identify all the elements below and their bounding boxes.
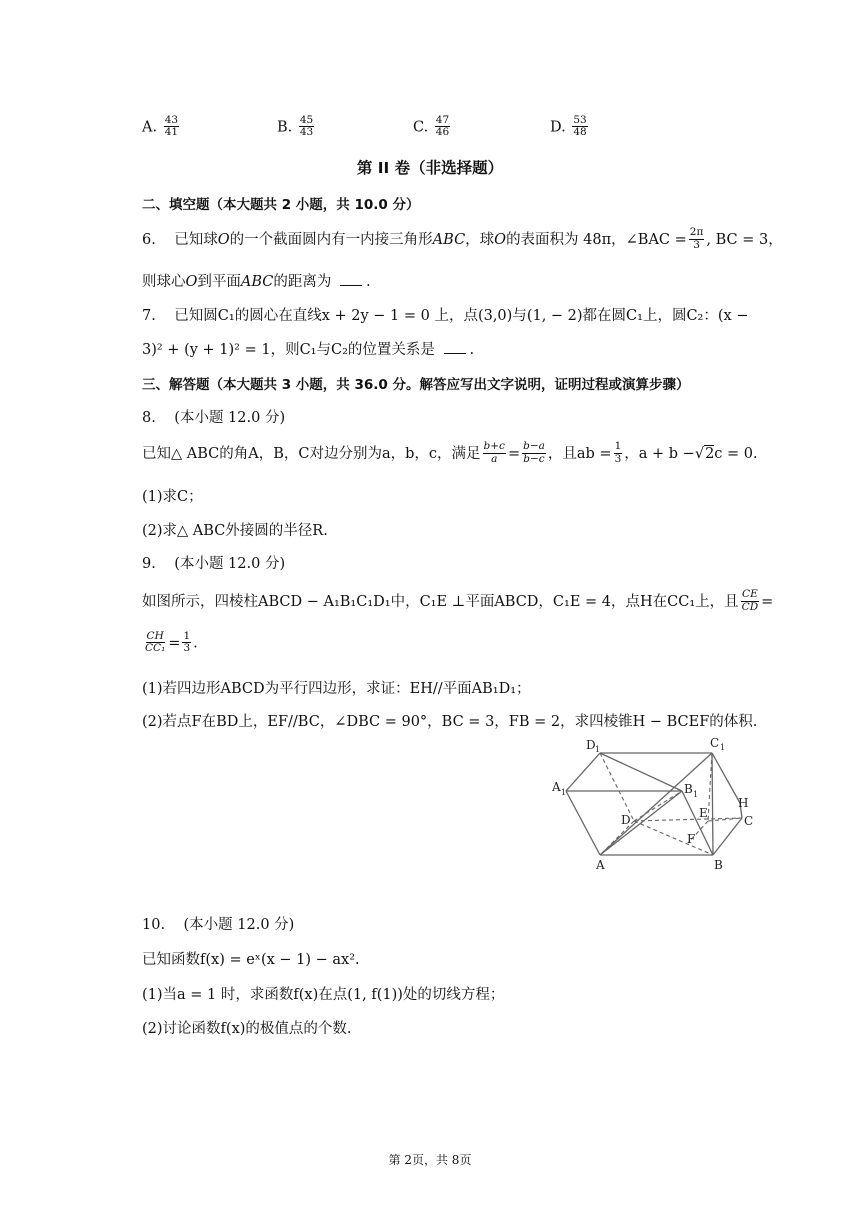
text: = xyxy=(507,446,521,462)
option-label: A. xyxy=(142,119,158,136)
text: = xyxy=(168,635,181,652)
text: ，且ab = xyxy=(547,446,612,462)
part2-title: 第 II 卷（非选择题） xyxy=(356,159,504,177)
question-8-sub1: (1)求C； xyxy=(142,489,203,505)
fraction: $\frac{1}{3}$ xyxy=(183,630,191,655)
page-footer: 第 2页，共 8页 xyxy=(388,1153,472,1167)
option-fraction: $\frac{43}{41}$ xyxy=(164,114,179,139)
prism-figure xyxy=(548,733,766,871)
option-a xyxy=(142,116,181,139)
fraction: $\frac{b+c}{a}$ xyxy=(483,440,505,465)
label-sub: 1 xyxy=(693,790,699,799)
label-sub: 1 xyxy=(561,788,567,797)
fraction: $\frac{b-a}{b-c}$ xyxy=(523,440,545,465)
question-10-header xyxy=(142,913,294,934)
question-number: 10. xyxy=(142,917,166,933)
question-7-line1 xyxy=(142,304,748,325)
question-9-sub1: (1)若四边形ABCD为平行四边形，求证：EH//平面AB₁D₁； xyxy=(142,681,531,697)
label-H: H xyxy=(738,796,749,810)
label-sub: 1 xyxy=(595,745,601,754)
label-C1: C xyxy=(710,736,720,750)
question-number: 7. xyxy=(142,308,156,324)
option-fraction: $\frac{53}{48}$ xyxy=(573,114,587,139)
question-10-sub2: (2)讨论函数f(x)的极值点的个数. xyxy=(142,1021,352,1037)
fraction: $\frac{1}{3}$ xyxy=(614,440,622,465)
text: , BC = 3， xyxy=(706,232,783,248)
label-D: D xyxy=(621,813,631,827)
label-sub: 1 xyxy=(720,743,726,752)
text: 的距离为 xyxy=(273,274,332,290)
label-D1: D xyxy=(586,738,596,752)
question-10-sub1: (1)当a = 1 时，求函数f(x)在点(1, f(1))处的切线方程； xyxy=(142,987,505,1003)
question-score: (本小题 12.0 分) xyxy=(174,410,286,426)
question-9-stem-line1 xyxy=(142,590,773,614)
label-B1: B xyxy=(684,782,693,796)
question-score: (本小题 12.0 分) xyxy=(174,556,286,572)
option-fraction: $\frac{47}{46}$ xyxy=(435,114,450,139)
label-A: A xyxy=(596,858,605,871)
text: . xyxy=(469,342,475,358)
option-d xyxy=(550,116,590,139)
math: O xyxy=(217,232,230,248)
question-9-header xyxy=(142,552,285,573)
text: . xyxy=(366,274,371,290)
question-9-stem-line2 xyxy=(142,632,198,655)
label-E: E xyxy=(699,806,708,820)
text: 的一个截面圆内有一内接三角形 xyxy=(229,232,433,248)
label-F: F xyxy=(687,832,696,846)
fraction: $\frac{CE}{CD}$ xyxy=(741,588,759,613)
text: ，球 xyxy=(465,232,495,248)
text: 已知△ ABC的角A，B，C对边分别为a，b，c，满足 xyxy=(142,446,481,462)
question-10-stem: 已知函数f(x) = eˣ(x − 1) − ax². xyxy=(142,952,360,968)
text: 已知球 xyxy=(174,232,218,248)
section3-heading: 三、解答题（本大题共 3 小题，共 36.0 分。解答应写出文字说明，证明过程或演算步骤） xyxy=(142,377,690,393)
question-9-sub2: (2)若点F在BD上，EF//BC，∠DBC = 90°，BC = 3，FB = 2，求四棱锥H − BCEF的体积. xyxy=(142,714,758,730)
text: c = 0. xyxy=(714,446,758,462)
question-8-header xyxy=(142,406,285,427)
section2-heading: 二、填空题（本大题共 2 小题，共 10.0 分） xyxy=(142,197,420,213)
question-6-line1 xyxy=(142,228,783,252)
answer-blank xyxy=(444,341,466,354)
text: 的表面积为 48π，∠BAC = xyxy=(506,232,687,248)
math: O xyxy=(185,274,198,290)
question-number: 6. xyxy=(142,232,156,248)
text: 则球心 xyxy=(142,274,186,290)
text: 如图所示，四棱柱ABCD − A₁B₁C₁D₁中，C₁E ⊥平面ABCD，C₁E = 4，点H在CC₁上，且 xyxy=(142,594,739,610)
option-fraction: $\frac{45}{43}$ xyxy=(299,114,314,139)
text: ，a + b − xyxy=(624,446,695,462)
option-b xyxy=(277,116,316,139)
text: 已知圆C₁的圆心在直线x + 2y − 1 = 0 上，点(3,0)与(1, − 2)都在圆C₁上，圆C₂：(x − xyxy=(174,308,749,324)
fraction: $\frac{CH}{\text{CC₁}}$ xyxy=(145,630,166,655)
text: 3)² + (y + 1)² = 1，则C₁与C₂的位置关系是 xyxy=(142,342,435,358)
label-C: C xyxy=(744,814,754,828)
math: O xyxy=(494,232,507,248)
question-number: 8. xyxy=(142,410,156,426)
label-B: B xyxy=(714,858,723,871)
option-label: C. xyxy=(413,119,429,136)
question-8-sub2: (2)求△ ABC外接圆的半径R. xyxy=(142,523,328,539)
option-c xyxy=(413,116,452,139)
question-8-stem xyxy=(142,442,758,466)
text: . xyxy=(193,635,198,652)
question-7-line2 xyxy=(142,338,474,359)
text: 到平面 xyxy=(197,274,241,290)
label-A1: A xyxy=(552,780,561,794)
option-label: D. xyxy=(550,119,566,136)
text: = xyxy=(761,594,774,610)
math: ABC xyxy=(432,232,466,248)
sqrt: √2 xyxy=(694,446,715,462)
question-score: (本小题 12.0 分) xyxy=(183,917,295,933)
question-number: 9. xyxy=(142,556,156,572)
fraction: $\frac{2\pi}{3}$ xyxy=(689,226,704,251)
question-6-line2 xyxy=(142,270,371,291)
option-label: B. xyxy=(277,119,293,136)
answer-blank xyxy=(340,273,362,286)
math: ABC xyxy=(240,274,274,290)
